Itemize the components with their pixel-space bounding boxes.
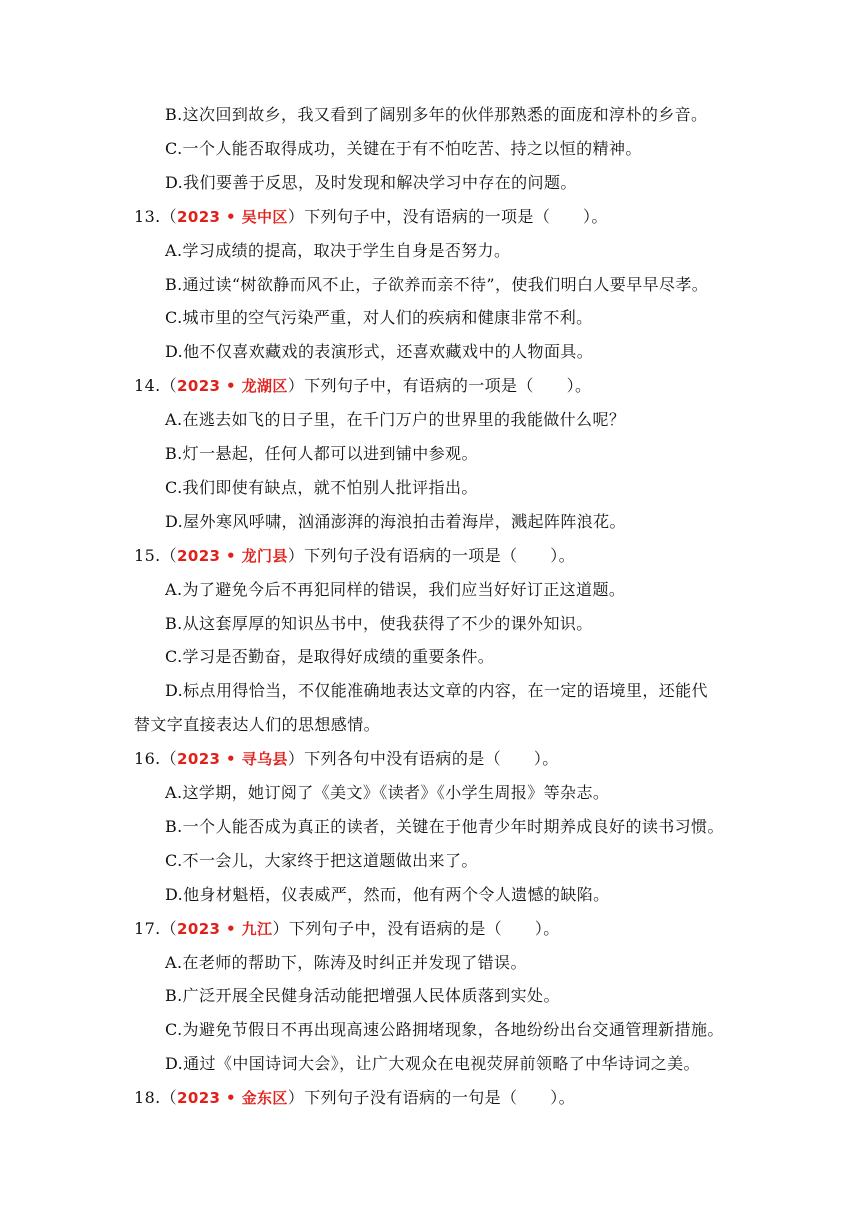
question-heading	[134, 1086, 760, 1110]
question-source: 2023 • 吴中区	[177, 207, 288, 226]
question-source: 2023 • 金东区	[177, 1089, 288, 1108]
question-number: 18.（	[134, 1088, 178, 1108]
question-text: ）下列句子没有语病的一句是（ ）。	[287, 1088, 576, 1108]
question-number: 13.（	[134, 206, 178, 226]
question-text: ）下列句子中，有语病的一项是（ ）。	[287, 376, 592, 396]
question-heading	[134, 205, 760, 229]
answer-option: A.在逃去如飞的日子里，在千门万户的世界里的我能做什么呢？	[165, 410, 626, 430]
answer-option: A.这学期，她订阅了《美文》《读者》《小学生周报》等杂志。	[165, 783, 610, 802]
answer-option: D.标点用得恰当，不仅能准确地表达文章的内容，在一定的语境里，还能代	[165, 681, 708, 701]
question-heading	[134, 917, 760, 941]
question-source: 2023 • 龙湖区	[177, 377, 288, 396]
answer-option: C.城市里的空气污染严重，对人们的疾病和健康非常不利。	[165, 308, 593, 328]
question-text: ）下列句子中，没有语病的是（ ）。	[272, 918, 560, 938]
answer-option: D.屋外寒风呼啸，汹涌澎湃的海浪拍击着海岸，溅起阵阵浪花。	[165, 511, 626, 531]
answer-option: B.通过读“树欲静而风不止，子欲养而亲不待”，使我们明白人要早早尽孝。	[165, 274, 709, 294]
question-heading	[134, 544, 760, 568]
question-number: 14.（	[134, 376, 178, 396]
question-source: 2023 • 龙门县	[177, 546, 288, 565]
question-text: ）下列句子中，没有语病的一项是（ ）。	[287, 206, 608, 226]
answer-option: D.我们要善于反思，及时发现和解决学习中存在的问题。	[165, 172, 577, 192]
answer-option: C.学习是否勤奋，是取得好成绩的重要条件。	[165, 647, 495, 667]
question-source: 2023 • 九江	[177, 919, 273, 938]
answer-option: B.从这套厚厚的知识丛书中，使我获得了不少的课外知识。	[165, 613, 593, 633]
question-text: ）下列句子没有语病的一项是（ ）。	[287, 545, 576, 565]
question-heading	[134, 374, 760, 398]
answer-option: B.灯一悬起，任何人都可以进到铺中参观。	[165, 444, 478, 463]
answer-option: D.通过《中国诗词大会》，让广大观众在电视荧屏前领略了中华诗词之美。	[165, 1054, 700, 1074]
option-continuation: 替文字直接表达人们的思想感情。	[134, 715, 381, 735]
question-number: 17.（	[134, 918, 178, 938]
question-number: 16.（	[134, 749, 178, 769]
answer-option: B.这次回到故乡，我又看到了阔别多年的伙伴那熟悉的面庞和淳朴的乡音。	[165, 105, 708, 124]
question-number: 15.（	[134, 545, 178, 565]
answer-option: B.一个人能否成为真正的读者，关键在于他青少年时期养成良好的读书习惯。	[165, 816, 724, 836]
answer-option: D.他不仅喜欢藏戏的表演形式，还喜欢藏戏中的人物面具。	[165, 342, 594, 362]
answer-option: D.他身材魁梧，仪表威严，然而，他有两个令人遗憾的缺陷。	[165, 884, 610, 904]
answer-option: C.为避免节假日不再出现高速公路拥堵现象，各地纷纷出台交通管理新措施。	[165, 1020, 724, 1040]
question-source: 2023 • 寻乌县	[177, 750, 288, 769]
answer-option: C.一个人能否取得成功，关键在于有不怕吃苦、持之以恒的精神。	[165, 138, 642, 158]
answer-option: C.我们即使有缺点，就不怕别人批评指出。	[165, 477, 478, 497]
answer-option: C.不一会儿，大家终于把这道题做出来了。	[165, 850, 478, 870]
question-heading	[134, 747, 760, 771]
answer-option: A.学习成绩的提高，取决于学生自身是否努力。	[165, 240, 511, 260]
answer-option: A.在老师的帮助下，陈涛及时纠正并发现了错误。	[165, 952, 527, 972]
question-text: ）下列各句中没有语病的是（ ）。	[287, 749, 559, 769]
answer-option: A.为了避免今后不再犯同样的错误，我们应当好好订正这道题。	[165, 579, 626, 599]
answer-option: B.广泛开展全民健身活动能把增强人民体质落到实处。	[165, 986, 560, 1006]
